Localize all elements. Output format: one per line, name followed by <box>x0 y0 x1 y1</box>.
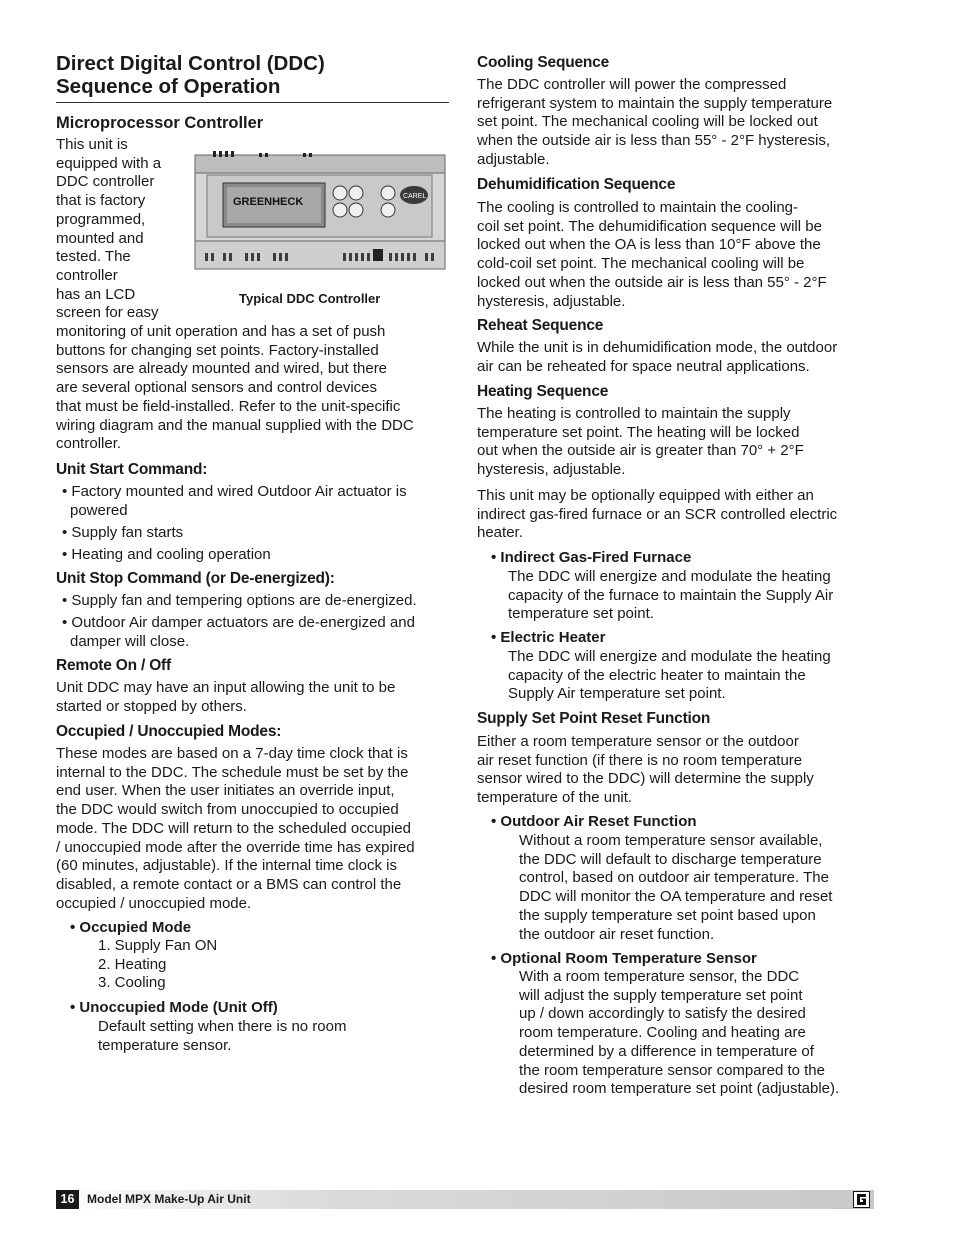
text-line: cold-coil set point. The mechanical cooling will be <box>477 255 805 273</box>
dehumidification-heading: Dehumidification Sequence <box>477 176 676 193</box>
text-line: out when the outside air is greater than 70° + 2°F <box>477 442 804 460</box>
occupied-heading: Occupied / Unoccupied Modes: <box>56 723 282 740</box>
unit-stop-heading: Unit Stop Command (or De-energized): <box>56 570 335 587</box>
bullet-line: • Supply fan starts <box>62 523 184 541</box>
bullet-line: powered <box>70 501 128 519</box>
cooling-heading: Cooling Sequence <box>477 54 610 71</box>
text-line: / unoccupied mode after the override time has expired <box>56 838 415 856</box>
text-line: Either a room temperature sensor or the outdoor <box>477 733 799 750</box>
reheat-heading: Reheat Sequence <box>477 317 604 334</box>
heating-text <box>477 405 873 480</box>
text-line: that is factory <box>56 192 146 210</box>
text-line: buttons for changing set points. Factory-installed <box>56 341 379 359</box>
outdoor-air-reset-text <box>519 832 869 944</box>
text-line: Unit DDC may have an input allowing the unit to be <box>56 679 396 696</box>
text-line: mounted and <box>56 229 144 247</box>
text-line: temperature of the unit. <box>477 789 633 807</box>
electric-heater-text <box>508 648 870 704</box>
reset-function-text <box>477 733 873 808</box>
bullet-item <box>62 524 452 543</box>
room-sensor-text <box>519 968 873 1099</box>
text-line: indirect gas-fired furnace or an SCR controlled electric <box>477 505 838 523</box>
text-line: sensor wired to the DDC) will determine the supply <box>477 770 814 788</box>
maker-logo-text: CAREL <box>403 193 427 200</box>
text-line: (60 minutes, adjustable). If the internal time clock is <box>56 857 397 875</box>
lcd-brand-text: GREENHECK <box>233 196 304 208</box>
cooling-text <box>477 76 873 170</box>
text-line: The heating is controlled to maintain the supply <box>477 405 791 422</box>
page-title <box>56 52 325 98</box>
text-line: set point. The mechanical cooling will be locked out <box>477 113 818 131</box>
text-line: The DDC will energize and modulate the heating <box>508 648 831 665</box>
text-line: Default setting when there is no room <box>98 1018 347 1035</box>
unit-start-heading: Unit Start Command: <box>56 461 208 478</box>
text-line: Supply Air temperature set point. <box>508 685 726 703</box>
text-line: wiring diagram and the manual supplied with the DDC <box>56 416 414 434</box>
text-line: the outdoor air reset function. <box>519 925 715 943</box>
page-number: 16 <box>56 1190 79 1209</box>
bullet-item <box>62 592 454 611</box>
text-line: desired room temperature set point (adjustable). <box>519 1080 840 1098</box>
occupied-mode-label: • Occupied Mode <box>70 919 192 936</box>
heating-heading: Heating Sequence <box>477 383 609 400</box>
text-line: 3. Cooling <box>98 974 166 992</box>
bullet-item <box>62 614 454 651</box>
bullet-item <box>62 546 452 565</box>
text-line: The DDC controller will power the compressed <box>477 76 787 93</box>
text-line: locked out when the OA is less than 10°F above the <box>477 236 821 254</box>
bullet-line: • Outdoor Air damper actuators are de-energized and <box>62 614 415 632</box>
text-line: the supply temperature set point based upon <box>519 906 816 924</box>
text-line: started or stopped by others. <box>56 697 247 715</box>
title-rule <box>56 102 449 103</box>
gas-furnace-text <box>508 568 870 624</box>
microprocessor-wrap-text <box>56 136 186 323</box>
unit-start-list <box>62 483 452 568</box>
text-line: air can be reheated for space neutral applications. <box>477 357 810 375</box>
outdoor-air-reset-label: • Outdoor Air Reset Function <box>491 813 697 830</box>
microprocessor-full-text <box>56 323 451 454</box>
text-line: disabled, a remote contact or a BMS can control the <box>56 875 402 893</box>
text-line: The DDC will energize and modulate the heating <box>508 568 831 585</box>
text-line: DDC controller <box>56 173 155 191</box>
text-line: will adjust the supply temperature set point <box>519 986 803 1004</box>
footer-title: Model MPX Make-Up Air Unit <box>87 1192 251 1206</box>
unit-stop-list <box>62 592 454 655</box>
text-line: tested. The <box>56 248 131 266</box>
text-line: Without a room temperature sensor available, <box>519 832 823 849</box>
reheat-text <box>477 339 873 376</box>
text-line: temperature set point. The heating will be locked <box>477 423 800 441</box>
unoccupied-mode-text <box>98 1018 346 1055</box>
text-line: air reset function (if there is no room temperature <box>477 751 803 769</box>
text-line: locked out when the outside air is less than 55° - 2°F <box>477 273 827 291</box>
ddc-controller-photo <box>193 149 448 275</box>
text-line: controller. <box>56 435 122 453</box>
text-line: capacity of the electric heater to maintain the <box>508 666 806 684</box>
text-line: sensors are already mounted and wired, but there <box>56 360 388 378</box>
text-line: occupied / unoccupied mode. <box>56 894 252 912</box>
text-line: With a room temperature sensor, the DDC <box>519 968 800 985</box>
text-line: These modes are based on a 7-day time clock that is <box>56 745 408 762</box>
text-line: determined by a difference in temperature of <box>519 1042 814 1060</box>
text-line: heater. <box>477 524 523 542</box>
text-line: control, based on outdoor air temperature. The <box>519 869 829 887</box>
controller-illustration <box>193 149 448 275</box>
gas-furnace-label: • Indirect Gas-Fired Furnace <box>491 549 692 566</box>
occupied-mode-list <box>98 937 217 993</box>
text-line: the room temperature sensor compared to the <box>519 1061 825 1079</box>
text-line: refrigerant system to maintain the supply temperature <box>477 94 833 112</box>
text-line: internal to the DDC. The schedule must be set by the <box>56 763 409 781</box>
text-line: room temperature. Cooling and heating are <box>519 1024 806 1042</box>
optional-heating-text <box>477 487 873 543</box>
text-line: the DDC would switch from unoccupied to occupied <box>56 801 399 819</box>
text-line: DDC will monitor the OA temperature and reset <box>519 888 833 906</box>
text-line: adjustable. <box>477 150 550 168</box>
text-line: are several optional sensors and control devices <box>56 379 378 397</box>
text-line: coil set point. The dehumidification sequence will be <box>477 217 822 235</box>
dehumidification-text <box>477 199 873 311</box>
text-line: The cooling is controlled to maintain the cooling- <box>477 199 799 216</box>
bullet-line: • Supply fan and tempering options are de-energized. <box>62 592 417 609</box>
text-line: has an LCD <box>56 285 136 303</box>
microprocessor-heading: Microprocessor Controller <box>56 114 264 132</box>
room-sensor-label: • Optional Room Temperature Sensor <box>491 950 757 967</box>
reset-function-heading: Supply Set Point Reset Function <box>477 710 711 727</box>
electric-heater-label: • Electric Heater <box>491 629 606 646</box>
bullet-line: • Factory mounted and wired Outdoor Air actuator is <box>62 483 407 500</box>
text-line: the DDC will default to discharge temperature <box>519 850 822 868</box>
text-line: up / down accordingly to satisfy the desired <box>519 1005 806 1023</box>
text-line: temperature sensor. <box>98 1036 232 1054</box>
text-line: controller <box>56 266 118 284</box>
text-line: temperature set point. <box>508 605 654 623</box>
unoccupied-mode-label: • Unoccupied Mode (Unit Off) <box>70 999 278 1016</box>
text-line: 1. Supply Fan ON <box>98 937 218 954</box>
text-line: While the unit is in dehumidification mode, the outdoor <box>477 339 838 356</box>
bullet-line: damper will close. <box>70 632 190 650</box>
text-line: hysteresis, adjustable. <box>477 461 626 479</box>
text-line: monitoring of unit operation and has a set of push <box>56 323 386 340</box>
text-line: programmed, <box>56 210 146 228</box>
text-line: end user. When the user initiates an override input, <box>56 782 395 800</box>
occupied-text <box>56 745 451 913</box>
page-title-line: Sequence of Operation <box>56 75 281 98</box>
text-line: hysteresis, adjustable. <box>477 292 626 310</box>
text-line: screen for easy <box>56 304 159 322</box>
text-line: capacity of the furnace to maintain the Supply Air <box>508 586 834 604</box>
text-line: This unit is <box>56 136 128 153</box>
text-line: 2. Heating <box>98 955 167 973</box>
text-line: mode. The DDC will return to the scheduled occupied <box>56 819 411 837</box>
text-line: when the outside air is less than 55° - 2°F hysteresis, <box>477 132 830 150</box>
photo-caption: Typical DDC Controller <box>239 291 381 306</box>
text-line: that must be field-installed. Refer to the unit-specific <box>56 397 401 415</box>
text-line: This unit may be optionally equipped with either an <box>477 487 814 504</box>
remote-heading: Remote On / Off <box>56 657 171 674</box>
bullet-line: • Heating and cooling operation <box>62 546 271 564</box>
page-title-line: Direct Digital Control (DDC) <box>56 52 325 75</box>
text-line: equipped with a <box>56 154 162 172</box>
bullet-item <box>62 483 452 520</box>
remote-text <box>56 679 451 716</box>
greenheck-logo-icon <box>853 1191 870 1208</box>
